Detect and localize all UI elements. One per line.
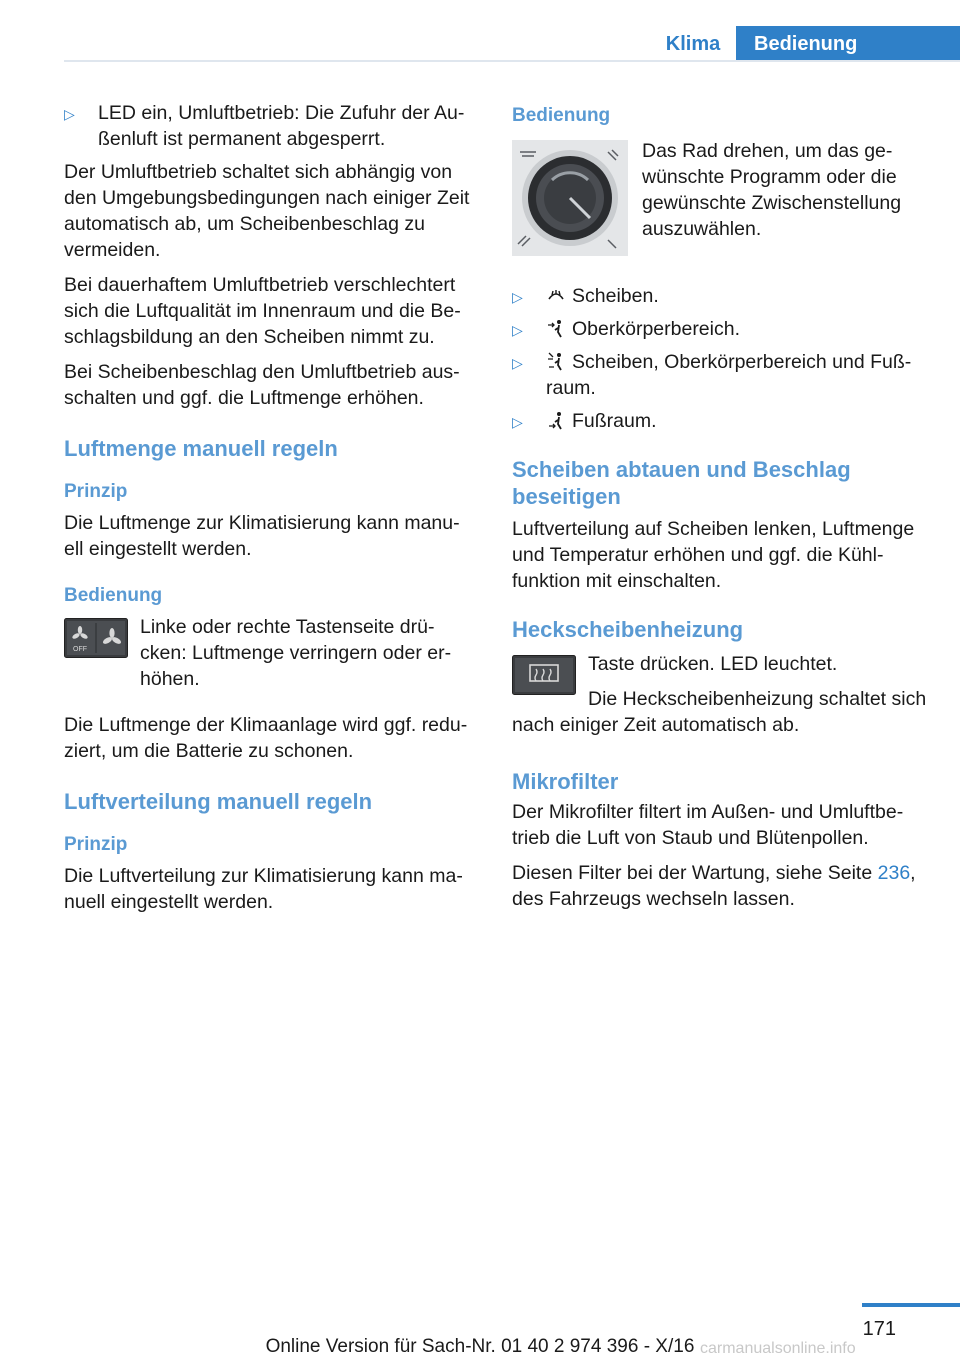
air-distribution-dial-image	[512, 140, 628, 261]
paragraph-scheibenbeschlag: Bei Scheibenbeschlag den Umluftbetrieb aus‐schalten und ggf. die Luftmenge erhöhen.	[64, 361, 460, 409]
paragraph-prinzip-1: Die Luftmenge zur Klimatisierung kann manu‐ell eingestellt werden.	[64, 512, 460, 560]
watermark: carmanualsonline.info	[700, 1340, 856, 1357]
upper-body-icon	[546, 318, 566, 338]
left-column	[64, 100, 476, 924]
paragraph-prinzip-2: Die Luftverteilung zur Klimatisierung kann ma‐nuell eingestellt werden.	[64, 865, 463, 913]
heading-bedienung-2: Bedienung	[512, 105, 611, 126]
paragraph-bedienung-1: Linke oder rechte Tastenseite drü‐cken: Luftmenge verringern oder er‐höhen.	[140, 616, 452, 690]
bullet-triangle-icon: ▷	[512, 355, 523, 371]
bullet-triangle-icon: ▷	[512, 322, 523, 338]
page-link-236[interactable]: 236	[877, 862, 911, 884]
rear-defrost-button-image	[512, 655, 576, 700]
heading-bedienung-1: Bedienung	[64, 585, 163, 606]
bullet-triangle-icon: ▷	[64, 106, 75, 122]
bullet-fussraum: ▷ Fußraum.	[512, 408, 930, 434]
footwell-icon	[546, 410, 566, 430]
paragraph-abtauen: Luftverteilung auf Scheiben lenken, Luftmenge und Temperatur erhöhen und ggf. die Kühl‐funktion mit einschalten.	[512, 518, 915, 592]
footer-version: Online Version für Sach-Nr. 01 40 2 974 396 - X/16	[265, 1336, 695, 1357]
bullet-scheiben-oberkoerper-fussraum: ▷ Scheiben, Oberkörperbereich und Fuß‐raum.	[512, 351, 912, 399]
heading-mikrofilter: Mikrofilter	[512, 769, 619, 794]
paragraph-heck-1: Taste drücken. LED leuchtet.	[588, 653, 838, 675]
heading-luftmenge: Luftmenge manuell regeln	[64, 436, 338, 461]
bedienung-luftmenge-block	[64, 614, 476, 692]
bullet-triangle-icon: ▷	[512, 414, 523, 430]
right-column	[512, 100, 930, 921]
heckscheibe-block	[512, 651, 930, 738]
paragraph-umluft-auto: Der Umluftbetrieb schaltet sich abhängig von den Umgebungsbedingungen nach einiger Zeit automatisch ab, um Scheibenbeschlag zu vermeiden.	[64, 161, 470, 261]
header-subsection-bedienung: Bedienung	[736, 26, 960, 62]
page-number: 171	[862, 1318, 896, 1340]
header-rule	[64, 60, 960, 62]
paragraph-heck-2: Die Heckscheibenheizung schaltet sich nach einiger Zeit automatisch ab.	[512, 688, 927, 736]
heading-abtauen: Scheiben abtauen und Beschlag beseitigen	[512, 457, 851, 509]
heading-prinzip-1: Prinzip	[64, 481, 128, 502]
bedienung-rad-block	[512, 138, 930, 265]
windshield-icon	[546, 285, 566, 305]
bullet-oberkoerper: ▷ Oberkörperbereich.	[512, 316, 930, 342]
fan-button-image	[64, 618, 128, 663]
footer-rule	[862, 1303, 960, 1307]
paragraph-luftqualitaet: Bei dauerhaftem Umluftbetrieb verschlechtert sich die Luftqualität im Innenraum und die Be‐schlagsbildung an den Scheiben nimmt zu.	[64, 274, 461, 348]
paragraph-batterie: Die Luftmenge der Klimaanlage wird ggf. redu‐ziert, um die Batterie zu schonen.	[64, 714, 468, 762]
windshield-body-feet-icon	[546, 351, 566, 371]
paragraph-rad: Das Rad drehen, um das ge‐wünschte Programm oder die gewünschte Zwischenstellung auszuwählen.	[642, 140, 902, 240]
paragraph-mikro-1: Der Mikrofilter filtert im Außen- und Umluftbe‐trieb die Luft von Staub und Blütenpollen.	[512, 801, 904, 849]
heading-heckscheibenheizung: Heckscheibenheizung	[512, 617, 744, 642]
heading-luftverteilung: Luftverteilung manuell regeln	[64, 789, 373, 814]
paragraph-mikro-2: Diesen Filter bei der Wartung, siehe Seite 236, des Fahrzeugs wechseln lassen.	[512, 862, 916, 910]
bullet-umluft: ▷ LED ein, Umluftbetrieb: Die Zufuhr der Au‐ßenluft ist permanent abgesperrt.	[64, 102, 465, 150]
bullet-scheiben: ▷ Scheiben.	[512, 283, 930, 309]
header-section-klima: Klima	[665, 33, 721, 55]
bullet-triangle-icon: ▷	[512, 289, 523, 305]
heading-prinzip-2: Prinzip	[64, 834, 128, 855]
fan-button-off-label: OFF	[73, 646, 87, 653]
